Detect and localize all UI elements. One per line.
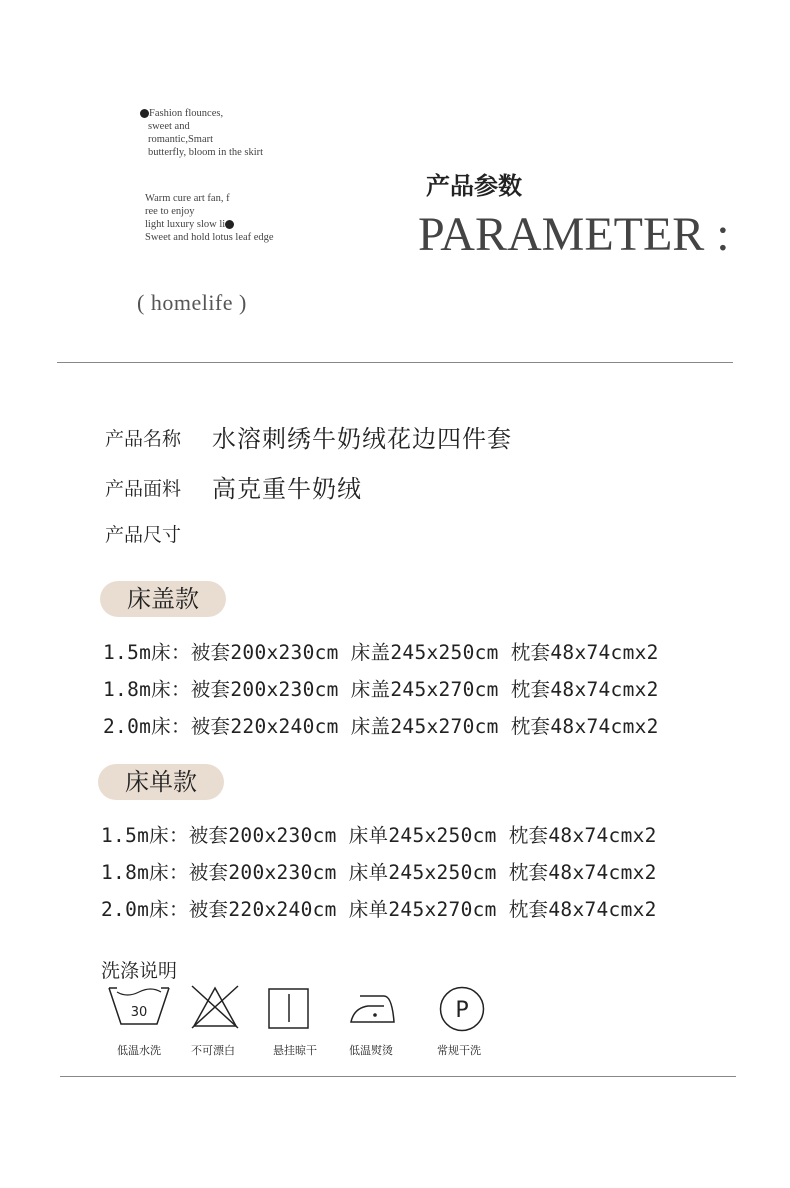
wash-tub-icon — [107, 986, 171, 1028]
intro-line: sweet and — [148, 121, 190, 132]
svg-text:P: P — [455, 998, 469, 1023]
iron-label: 低温熨烫 — [349, 1044, 393, 1057]
bedcover-row: 2.0m床：被套220x240cm 床盖245x270cm 枕套48x74cmx2 — [103, 715, 659, 738]
wash-label: 低温水洗 — [117, 1044, 161, 1057]
bedsheet-row: 1.8m床：被套200x230cm 床单245x250cm 枕套48x74cmx2 — [101, 861, 657, 884]
intro-line: Sweet and hold lotus leaf edge — [145, 232, 274, 243]
title-cn: 产品参数 — [426, 172, 522, 200]
no-bleach-icon — [190, 984, 240, 1030]
name-value: 水溶刺绣牛奶绒花边四件套 — [212, 425, 512, 453]
bedsheet-row: 2.0m床：被套220x240cm 床单245x270cm 枕套48x74cmx2 — [101, 898, 657, 921]
material-value: 高克重牛奶绒 — [212, 475, 362, 503]
hang-dry-icon — [268, 988, 310, 1030]
wash-temp: 30 — [130, 1005, 148, 1020]
intro-line: romantic,Smart — [148, 134, 214, 145]
bottom-divider — [60, 1076, 736, 1077]
washing-title: 洗涤说明 — [101, 960, 178, 982]
intro-line: Fashion flounces, — [140, 107, 223, 120]
material-label: 产品面料 — [105, 478, 182, 500]
title-en: PARAMETER : — [418, 208, 730, 261]
bedsheet-title: 床单款 — [98, 764, 224, 800]
size-label: 产品尺寸 — [105, 524, 182, 546]
name-label: 产品名称 — [105, 428, 182, 450]
bedsheet-row: 1.5m床：被套200x230cm 床单245x250cm 枕套48x74cmx2 — [101, 824, 657, 847]
bedcover-title: 床盖款 — [100, 581, 226, 617]
bullet-dot-icon — [140, 109, 149, 118]
bleach-label: 不可漂白 — [191, 1044, 235, 1057]
hang-dry-label: 悬挂晾干 — [273, 1044, 317, 1057]
bedcover-row: 1.5m床：被套200x230cm 床盖245x250cm 枕套48x74cmx2 — [103, 641, 659, 664]
intro-line: butterfly, bloom in the skirt — [148, 147, 264, 158]
top-divider — [57, 362, 733, 363]
dry-clean-icon — [438, 985, 486, 1033]
bullet-dot-icon — [225, 220, 234, 229]
bedcover-row: 1.8m床：被套200x230cm 床盖245x270cm 枕套48x74cmx2 — [103, 678, 659, 701]
iron-icon — [348, 990, 398, 1026]
intro-line: ree to enjoy — [145, 206, 195, 217]
intro-line: Warm cure art fan, f — [145, 193, 230, 204]
brand-text: ( homelife ) — [137, 290, 247, 315]
intro-line: light luxury slow li — [145, 218, 234, 231]
dry-clean-label: 常规干洗 — [437, 1044, 481, 1057]
